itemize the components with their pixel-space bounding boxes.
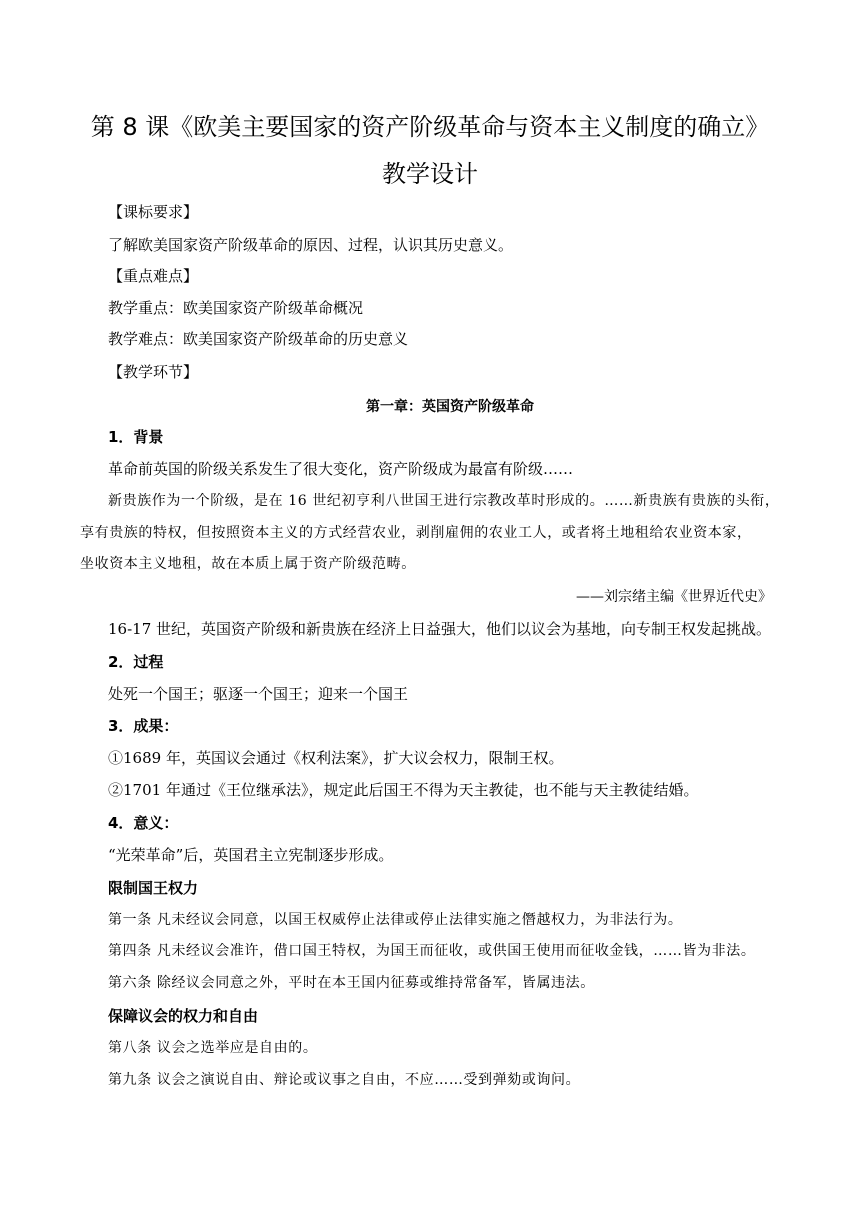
key-header: 【重点难点】 <box>108 267 199 285</box>
chapter-title: 第一章：英国资产阶级革命 <box>366 399 534 415</box>
key-point: 教学重点：欧美国家资产阶级革命概况 <box>108 299 364 317</box>
process-heading: 2．过程 <box>108 653 164 671</box>
quote-line-1: 新贵族作为一个阶级，是在 16 世纪初亨利八世国王进行宗教改革时形成的。……新贵族有贵族的头衔， <box>108 493 780 509</box>
quote-line-3: 坐收资本主义地租，故在本质上属于资产阶级范畴。 <box>80 556 416 572</box>
standard-text: 了解欧美国家资产阶级革命的原因、过程，认识其历史意义。 <box>108 236 514 254</box>
meaning-heading: 4．意义： <box>108 814 179 832</box>
protect-heading: 保障议会的权力和自由 <box>108 1007 259 1025</box>
result-heading: 3．成果： <box>108 717 179 735</box>
article-4: 第四条 凡未经议会准许，借口国王特权，为国王而征收，或供国王使用而征收金钱，……皆为非法。 <box>108 943 756 959</box>
article-8: 第八条 议会之选举应是自由的。 <box>108 1040 318 1056</box>
quote-line-2: 享有贵族的特权，但按照资本主义的方式经营农业，剥削雇佣的农业工人，或者将土地租给农业资本家， <box>80 525 752 541</box>
result-1: ①1689 年，英国议会通过《权利法案》，扩大议会权力，限制王权。 <box>108 749 564 767</box>
limit-heading: 限制国王权力 <box>108 879 199 897</box>
article-9: 第九条 议会之演说自由、辩论或议事之自由，不应……受到弹劾或询问。 <box>108 1072 581 1088</box>
process-text: 处死一个国王；驱逐一个国王；迎来一个国王 <box>108 685 409 703</box>
process-header: 【教学环节】 <box>108 363 199 381</box>
meaning-text: “光荣革命”后，英国君主立宪制逐步形成。 <box>108 846 394 864</box>
article-6: 第六条 除经议会同意之外，平时在本王国内征募或维持常备军，皆属违法。 <box>108 975 595 991</box>
article-1: 第一条 凡未经议会同意，以国王权威停止法律或停止法律实施之僭越权力，为非法行为。 <box>108 912 683 928</box>
page-title-line1: 第 8 课《欧美主要国家的资产阶级革命与资本主义制度的确立》 <box>90 113 770 141</box>
background-heading: 1．背景 <box>108 428 164 446</box>
difficult-point: 教学难点：欧美国家资产阶级革命的历史意义 <box>108 330 409 348</box>
standard-header: 【课标要求】 <box>108 203 199 221</box>
quote-source: ——刘宗绪主编《世界近代史》 <box>576 589 772 605</box>
background-text: 革命前英国的阶级关系发生了很大变化，资产阶级成为最富有阶级…… <box>108 460 574 478</box>
page-title-line2: 教学设计 <box>382 160 478 188</box>
result-2: ②1701 年通过《王位继承法》，规定此后国王不得为天主教徒，也不能与天主教徒结婚。 <box>108 781 699 799</box>
century-text: 16-17 世纪，英国资产阶级和新贵族在经济上日益强大，他们以议会为基地，向专制王权发起挑战。 <box>108 620 772 638</box>
